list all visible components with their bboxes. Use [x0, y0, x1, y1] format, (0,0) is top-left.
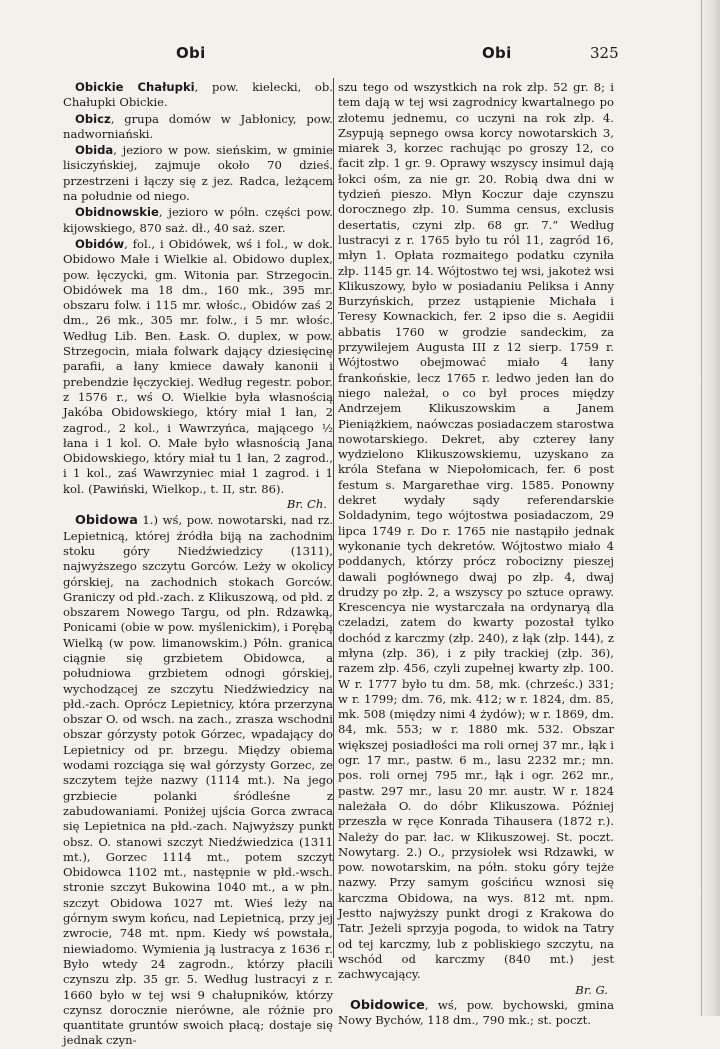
entry-headword: Obickie Chałupki	[75, 80, 195, 94]
author-signature: Br. Ch.	[286, 497, 327, 512]
entry-obidow	[63, 237, 333, 512]
entry-text: , pow. kielecki, ob. Chałupki Obickie.	[63, 80, 333, 110]
entry-headword: Obidów	[75, 236, 125, 251]
entry-headword: Obidowa	[75, 513, 138, 529]
left-column	[63, 80, 333, 1048]
entry-obicz	[63, 112, 333, 143]
entry-text: , wś, pow. bychowski, gmina Nowy Bychów, 118 dm., 790 mk.; st. poczt.	[338, 997, 614, 1028]
entry-text: , grupa domów w Jabłonicy, pow. nadworniański.	[63, 111, 333, 141]
column-divider	[333, 78, 334, 958]
entry-headword: Obidnowskie	[75, 205, 159, 220]
entry-text: , jezioro w półn. części pow. kijowskiego, 870 saż. dł., 40 saż. szer.	[63, 205, 333, 235]
entry-obidowice	[338, 998, 614, 1029]
entry-obidowa	[63, 513, 333, 1048]
entry-obidowa-continued	[338, 80, 614, 998]
running-head-left: Obi	[176, 44, 206, 62]
author-signature: Br. G.	[575, 982, 608, 997]
entry-text: , fol., i Obidówek, wś i fol., w dok. Obidowo Małe i Wielkie al. Obidowo duplex, pow. łęczycki, gm. Witonia par. Strzegocin. Obidówek ma 18 dm., 160 mk., 395 mr. obszaru folw. i 115 mr. włośc., Obidów zaś 2 dm., 26 mk., 305 mr. folw., i 5 mr. włośc. Według Lib. Ben. Łask. O. duplex, w pow. Strzegocin, miała folwark dający dziesięcinę parafii, a łany kmiece dawały kanonii i prebendzie łęczyckiej. Według regestr. pobor. z 1576 r., wś O. Wielkie była własnością Jakóba Obidowskiego, który miał 1 łan, 2 zagrod., 2 kol., i Wawrzyńca, mającego ½ łana i 1 kol. O. Małe było własnością Jana Obidowskiego, który miał tu 1 łan, 2 zagrod., i 1 kol., zaś Wawrzyniec miał 1 zagrod. i 1 kol. (Pawiński, Wielkop., t. II, str. 86).	[63, 236, 333, 496]
entry-obidnowskie	[63, 205, 333, 236]
page-number: 325	[590, 44, 619, 62]
running-head-right: Obi	[482, 44, 512, 62]
entry-headword: Obicz	[75, 111, 111, 126]
entry-text: , jezioro w pow. sieńskim, w gminie lisiczyńskiej, zajmuje około 70 dzieś. przestrzeni i łączy się z jez. Radca, leżącem na południe od niego.	[63, 143, 333, 204]
entry-text: 1.) wś, pow. nowotarski, nad rz. Lepietnicą, której źródła biją na zachodnim stoku góry Niedźwiedzicy (1311), najwyższego szczytu Gorców. Leży w okolicy górskiej, na zachodnich stokach Gorców. Graniczy od płd.-zach. z Klikuszową, od płd. z obszarem Nowego Targu, od płn. Rdzawką, Ponicami (obie w pow. myślenickim), i Porębą Wielką (w pow. limanowskim.) Półn. granica ciągnie się grzbietem Obidowca, a południowa grzbietem odnogi górskiej, wychodzącej ze szczytu Niedźwiedzicy na płd.-zach. Oprócz Lepietnicy, która przerzyna obszar O. od wsch. na zach., zrasza wschodni obszar górzysty potok Górzec, wpadający do Lepietnicy od pr. brzegu. Między obiema wodami rozciąga się wał górzysty Gorzec, ze szczytem tejże nazwy (1114 mt.). Na jego grzbiecie polanki śródleśne z zabudowaniami. Poniżej ujścia Gorca zwraca się Lepietnica na płd.-zach. Najwyższy punkt obsz. O. stanowi szczyt Niedźwiedzica (1311 mt.), Gorzec 1114 mt., potem szczyt Obidowca 1102 mt., następnie w płd.-wsch. stronie szczyt Bukowina 1040 mt., a w płn. szczyt Obidowa 1027 mt. Wieś leży na górnym swym końcu, nad Lepietnicą, przy jej zwrocie, 748 mt. npm. Kiedy wś powstała, niewiadomo. Wymienia ją lustracya z 1636 r. Było wtedy 24 zagrodn., którzy płacili czynszu złp. 35 gr. 5. Według lustracyi z r. 1660 było w tej wsi 9 chałupników, którzy czynsz dorocznie nierówne, ale różnie pro quantitate gruntów swoich płacą; dostaje się jednak czyn-	[63, 513, 333, 1048]
entry-headword: Obidowice	[350, 997, 425, 1013]
entry-obickie-chalupki	[63, 80, 333, 111]
entry-text: szu tego od wszystkich na rok złp. 52 gr. 8; i tem dają w tej wsi zagrodnicy kwartalnego po złotemu jednemu, co uczyni na rok złp. 4. Zsypują sepnego owsa korcy nowotarskich 3, miarek 3, korzec rachując po groszy 12, co facit złp. 1 gr. 9. Oprawy wszyscy insimul dają łokci ośm, za nie gr. 20. Robią dwa dni w tydzień pieszo. Młyn Koczur daje czynszu dorocznego złp. 10. Summa census, exclusis desertatis, czyni złp. 68 gr. 7.“ Według lustracyi z r. 1765 było tu ról 11, zagród 16, młyn 1. Opłata rozmaitego podatku czyniła złp. 1145 gr. 14. Wójtostwo tej wsi, jakoteż wsi Klikuszowy, było w posiadaniu Peliksa i Anny Burzyńskich, przez ustąpienie Michała i Teresy Kownackich, fer. 2 ipso die s. Aegidii abbatis 1760 w grodzie sandeckim, za przywilejem Augusta III z 12 sierp. 1759 r. Wójtostwo obejmować miało 4 łany frankońskie, lecz 1765 r. ledwo jeden łan do niego należał, o co był proces między Andrzejem Klikuszowskim a Janem Pieniążkiem, naówczas posiadaczem starostwa nowotarskiego. Dekret, aby czterey łany wydzielono Klikuszowskiemu, uzyskano za króla Stefana w Niepołomicach, fer. 6 post festum s. Margarethae virg. 1585. Ponowny dekret wydały sądy referendarskie Soldadynim, tego wójtostwa posiadaczom, 29 lipca 1749 r. Do r. 1765 nie nastąpiło jednak wykonanie tych dekretów. Wójtostwo miało 4 poddanych, którzy prócz robocizny pieszej dawali pogłównego dwaj po złp. 4, dwaj drudzy po złp. 2, a wszyscy po sztuce oprawy. Krescencya nie wystarczała na ordynaryą dla czeladzi, zatem do kwarty pozostał tylko dochód z karczmy (złp. 240), z łąk (złp. 144), z młyna (złp. 36), i z piły trackiej (złp. 36), razem złp. 456, czyli zupełnej kwarty złp. 100. W r. 1777 było tu dm. 58, mk. (chrześc.) 331; w r. 1799; dm. 76, mk. 412; w r. 1824, dm. 85, mk. 508 (między nimi 4 żydów); w r. 1869, dm. 84, mk. 553; w r. 1880 mk. 532. Obszar większej posiadłości ma roli ornej 37 mr., łąk i ogr. 17 mr., pastw. 6 m., lasu 2232 mr.; mn. pos. roli ornej 795 mr., łąk i ogr. 262 mr., pastw. 297 mr., lasu 20 mr. austr. W r. 1824 należała O. do dóbr Klikuszowa. Później przeszła w ręce Konrada Tihausera (1872 r.). Należy do par. łac. w Klikuszowej. St. poczt. Nowytarg. 2.) O., przysiołek wsi Rdzawki, w pow. nowotarskim, na półn. stoku góry tejże nazwy. Przy samym gościńcu wznosi się karczma Obidowa, na wys. 812 mt. npm. Jestto najwyższy punkt drogi z Krakowa do Tatr. Jeżeli sprzyja pogoda, to widok na Tatry od tej karczmy, lub z pobliskiego szczytu, na wschód od karczmy (840 mt.) jest zachwycający.	[338, 80, 614, 982]
page-edge-shadow	[698, 0, 720, 1016]
entry-obida	[63, 143, 333, 204]
right-column	[338, 80, 614, 1028]
entry-headword: Obida	[75, 143, 114, 158]
